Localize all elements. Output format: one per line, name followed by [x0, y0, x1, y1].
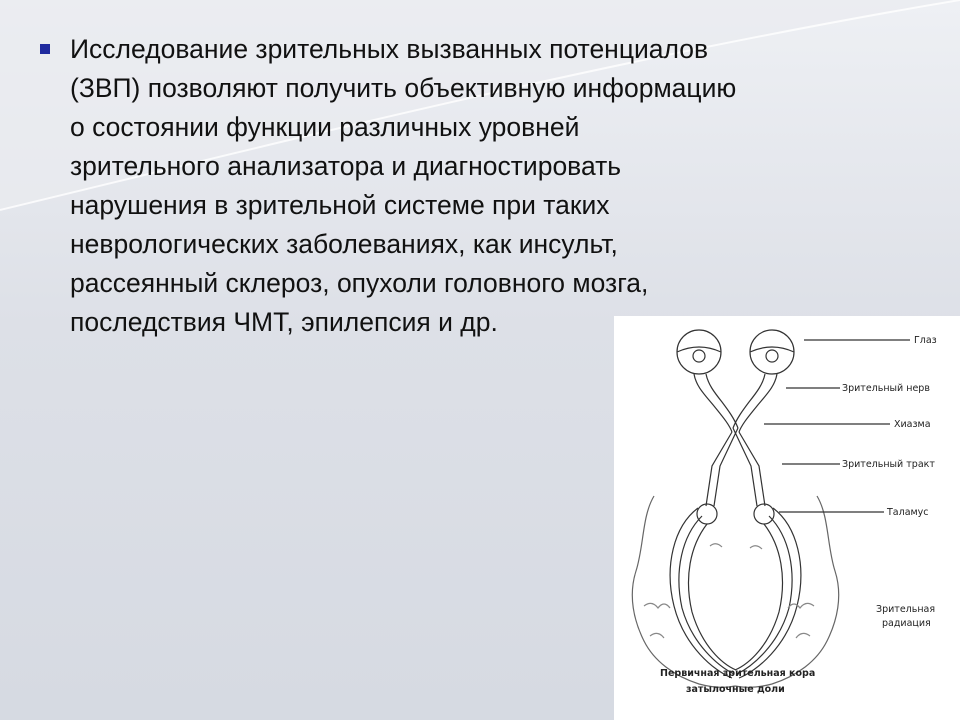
- right-eye: [750, 330, 794, 374]
- bullet-marker: [40, 44, 50, 54]
- optic-nerve-right: [739, 374, 777, 432]
- visual-pathway-drawing: [614, 316, 960, 720]
- label-thalamus: Таламус: [887, 507, 929, 518]
- label-optic-nerve: Зрительный нерв: [842, 383, 930, 394]
- label-cortex-line-1: Первичная зрительная кора: [660, 668, 816, 679]
- bullet-text-line: зрительного анализатора и диагностировать: [70, 151, 622, 181]
- bullet-text-line: (ЗВП) позволяют получить объективную информацию: [70, 73, 737, 103]
- bullet-text-line: неврологических заболеваниях, как инсульт,: [70, 229, 618, 259]
- label-cortex-line-2: затылочные доли: [686, 684, 785, 695]
- bullet-text-line: последствия ЧМТ, эпилепсия и др.: [70, 307, 498, 337]
- thalamus-left: [697, 504, 717, 524]
- bullet-text: [70, 30, 910, 342]
- thalamus-right: [754, 504, 774, 524]
- visual-pathway-diagram: [614, 316, 960, 720]
- label-radiation-line-2: радиация: [882, 618, 931, 629]
- bullet-text-line: рассеянный склероз, опухоли головного мозга,: [70, 268, 649, 298]
- bullet-text-line: Исследование зрительных вызванных потенциалов: [70, 34, 709, 64]
- brain-outline-right: [735, 496, 839, 687]
- label-eye: Глаз: [914, 335, 937, 346]
- label-chiasm: Хиазма: [894, 419, 931, 430]
- bullet-text-line: нарушения в зрительной системе при таких: [70, 190, 610, 220]
- bullet-text-line: о состоянии функции различных уровней: [70, 112, 580, 142]
- label-radiation-line-1: Зрительная: [876, 604, 936, 615]
- label-optic-tract: Зрительный тракт: [842, 459, 935, 470]
- left-eye: [677, 330, 721, 374]
- optic-nerve-left: [694, 374, 732, 432]
